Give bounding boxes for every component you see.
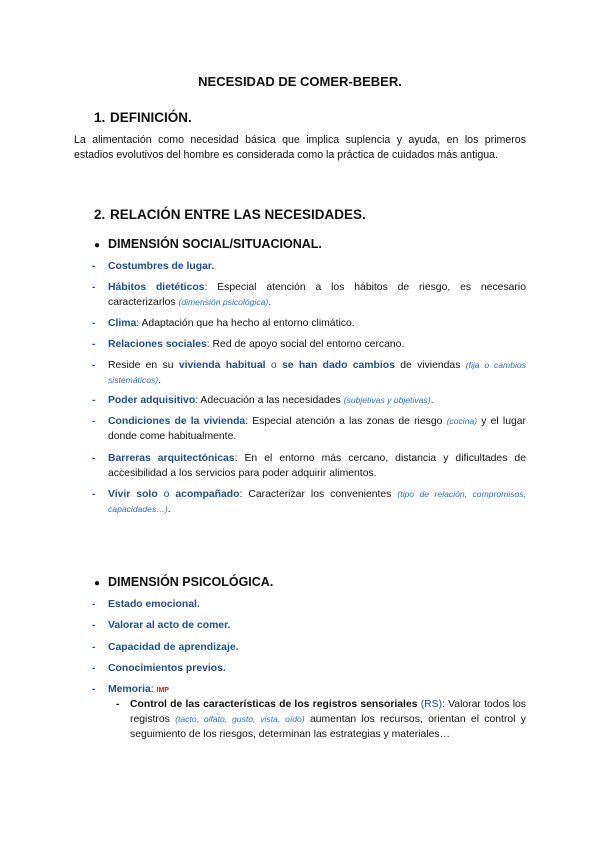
item-end: . xyxy=(268,297,272,308)
list-item xyxy=(92,597,526,612)
dash-icon: - xyxy=(92,395,96,406)
item-text: : En el entorno más cercano, distancia y dificultades de accesibilidad a los servicios para poder adquirir alimentos. xyxy=(108,453,526,479)
section-2-title: RELACIÓN ENTRE LAS NECESIDADES. xyxy=(110,207,366,222)
item-keyword: Relaciones sociales xyxy=(108,339,207,350)
psych-dimension-title: DIMENSIÓN PSICOLÓGICA. xyxy=(108,575,274,589)
item-keyword: se han dado cambios xyxy=(281,360,395,371)
list-item xyxy=(92,414,526,444)
sub-item-abbrev: (RS) xyxy=(417,699,443,710)
dash-icon: - xyxy=(92,318,96,329)
social-dimension-heading xyxy=(94,237,322,251)
dash-icon: - xyxy=(92,642,96,653)
list-item xyxy=(92,337,526,352)
dash-icon: - xyxy=(92,599,96,610)
section-2-heading xyxy=(94,207,366,222)
dash-icon: - xyxy=(92,489,96,500)
dash-icon: - xyxy=(92,282,96,293)
item-connector: o xyxy=(157,489,176,500)
list-item xyxy=(92,280,526,310)
item-end: . xyxy=(158,375,162,386)
item-end: . xyxy=(167,504,171,515)
item-note: (subjetivas y objetivas) xyxy=(343,395,431,405)
item-keyword: Barreras arquitectónicas xyxy=(108,453,235,464)
item-end: . xyxy=(430,395,434,406)
dash-icon: - xyxy=(92,453,96,464)
section-1-heading xyxy=(94,110,192,125)
item-text: : Red de apoyo social del entorno cercano. xyxy=(206,339,405,350)
item-text: : Caracterizar los convenientes xyxy=(239,489,398,500)
sub-item-keyword: Control de las características de los registros sensoriales xyxy=(130,699,418,710)
social-dimension-title: DIMENSIÓN SOCIAL/SITUACIONAL. xyxy=(108,237,322,251)
bullet-icon: ● xyxy=(94,578,101,589)
section-2-number: 2. xyxy=(94,207,106,222)
list-item xyxy=(92,451,526,481)
item-keyword: Conocimientos previos. xyxy=(108,663,226,674)
item-text: : xyxy=(150,684,157,695)
list-item xyxy=(92,682,526,698)
list-item xyxy=(92,393,526,408)
item-note: (cocina) xyxy=(446,416,478,426)
list-item xyxy=(92,358,526,388)
sub-list-item xyxy=(116,697,526,742)
sub-item-note: (tacto, olfato, gusto, vista, oído) xyxy=(175,714,305,724)
item-text: : Especial atención a los hábitos de riesgo, es necesario caracterizarlos xyxy=(108,282,526,308)
item-text: : Especial atención a las zonas de riesgo xyxy=(245,416,447,427)
section-1-number: 1. xyxy=(94,110,106,125)
list-item xyxy=(92,661,526,676)
item-text: y el lugar donde come habitualmente. xyxy=(108,416,526,442)
item-text: de viviendas xyxy=(394,360,466,371)
item-keyword: acompañado xyxy=(175,489,240,500)
sub-item-text: : Valorar todos los registros xyxy=(130,699,526,725)
item-connector: o xyxy=(265,360,282,371)
item-keyword: Hábitos dietéticos xyxy=(108,282,205,293)
section-1-title: DEFINICIÓN. xyxy=(110,110,192,125)
important-badge: IMP xyxy=(156,687,169,694)
list-item xyxy=(92,640,526,655)
bullet-icon: ● xyxy=(94,240,101,251)
sub-item-text: aumentan los recursos, orientan el control y seguimiento de los riesgos, determinan las estrategias y materiales… xyxy=(130,714,526,740)
item-keyword: Valorar al acto de comer. xyxy=(108,620,231,631)
list-item xyxy=(92,618,526,633)
item-text: : Adecuación a las necesidades xyxy=(195,395,344,406)
dash-icon: - xyxy=(92,416,96,427)
item-keyword: vivienda habitual xyxy=(178,360,266,371)
document-title: NECESIDAD DE COMER-BEBER. xyxy=(198,74,402,89)
item-text: : Adaptación que ha hecho al entorno climático. xyxy=(136,318,355,329)
item-note: (dimensión psicológica) xyxy=(178,297,269,307)
dash-icon: - xyxy=(92,684,96,695)
item-note: (fija o cambios sistemáticos) xyxy=(108,360,526,385)
item-keyword: Vivir solo xyxy=(108,489,158,500)
item-keyword: Costumbres de lugar. xyxy=(108,261,215,272)
item-keyword: Poder adquisitivo xyxy=(108,395,196,406)
list-item xyxy=(92,487,526,517)
list-item xyxy=(92,316,526,331)
dash-icon: - xyxy=(116,699,120,710)
item-keyword: Capacidad de aprendizaje. xyxy=(108,642,239,653)
psych-dimension-heading xyxy=(94,575,273,589)
item-text: Reside en su xyxy=(108,360,179,371)
dash-icon: - xyxy=(92,620,96,631)
item-keyword: Memoria xyxy=(108,684,151,695)
definition-paragraph: La alimentación como necesidad básica que implica suplencia y ayuda, en los primeros estadios evolutivos del hombre es considerada como la práctica de cuidados más antigua. xyxy=(74,134,526,161)
dash-icon: - xyxy=(92,339,96,350)
item-keyword: Clima xyxy=(108,318,137,329)
dash-icon: - xyxy=(92,360,96,371)
dash-icon: - xyxy=(92,261,96,272)
dash-icon: - xyxy=(92,663,96,674)
list-item xyxy=(92,259,526,274)
item-keyword: Estado emocional. xyxy=(108,599,200,610)
item-note: (tipo de relación, compromisos, capacidades…) xyxy=(108,489,526,514)
item-keyword: Condiciones de la vivienda xyxy=(108,416,246,427)
